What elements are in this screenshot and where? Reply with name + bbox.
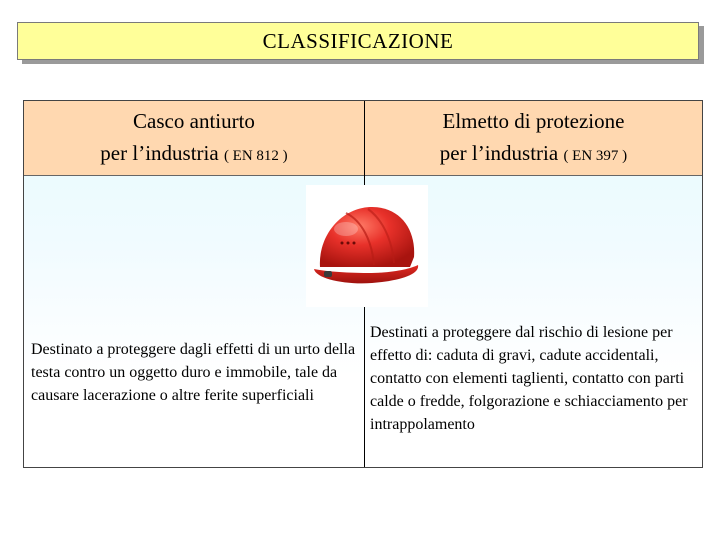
page-title-box (17, 22, 699, 60)
elmetto-heading-line1: Elmetto di protezione (442, 108, 625, 133)
page-title: CLASSIFICAZIONE (262, 28, 454, 53)
casco-heading-line1: Casco antiurto (133, 108, 255, 133)
classification-table (23, 100, 703, 468)
elmetto-description: Destinati a proteggere dal rischio di lesione per effetto di: caduta di gravi, cadute accidentali, contatto con elementi taglienti, contatto con parti calde o fredde, folgorazione e schiacciamento per intrappolamento (370, 324, 688, 433)
casco-heading-text: per l’industria (100, 140, 219, 165)
elmetto-heading-line2 (440, 137, 627, 172)
casco-standard: ( EN 812 ) (223, 147, 288, 164)
header-cell-casco (24, 101, 364, 175)
elmetto-standard: ( EN 397 ) (563, 147, 628, 164)
helmet-image (306, 185, 428, 307)
red-safety-helmet-icon (306, 185, 428, 307)
casco-description: Destinato a proteggere dagli effetti di un urto della testa contro un oggetto duro e immobile, tale da causare lacerazione o altre ferite superficiali (31, 341, 356, 404)
elmetto-heading-text: per l’industria (439, 140, 559, 165)
casco-heading-line2 (100, 137, 287, 172)
header-cell-elmetto (365, 101, 702, 175)
